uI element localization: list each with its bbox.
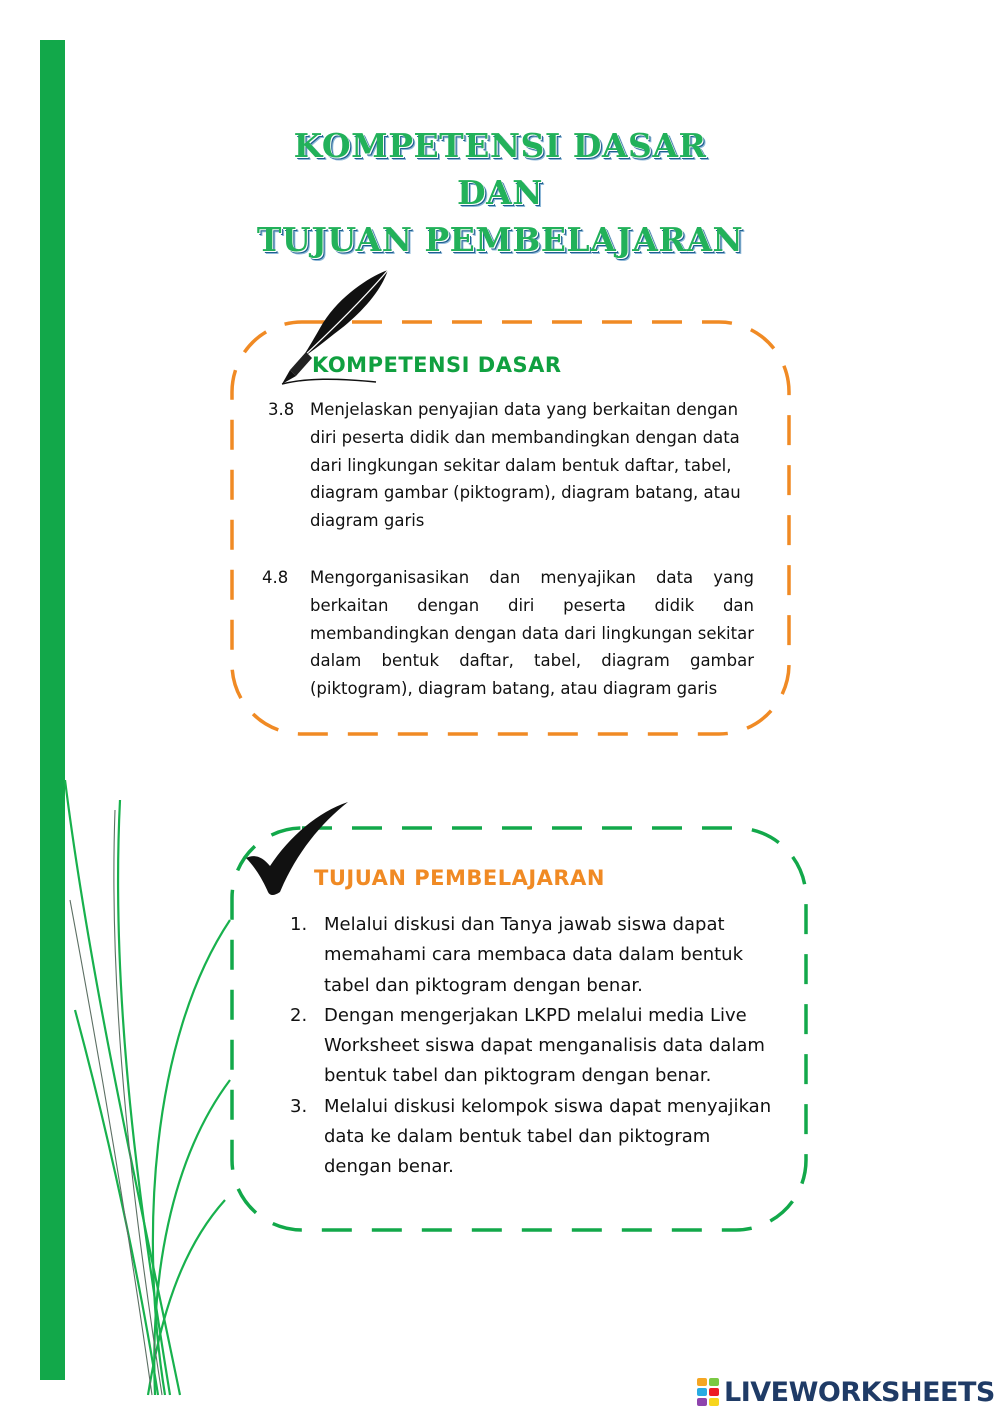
kd-text-4-8: Mengorganisasikan dan menyajikan data yang berkaitan dengan diri peserta didik dan membandingkan dengan data dari lingkungan sekitar dalam bentuk daftar, tabel, diagram gambar (piktogram), diagram batang, atau diagram garis xyxy=(310,568,754,699)
brand-name: LIVEWORKSHEETS xyxy=(724,1376,995,1408)
kd-number-4-8: 4.8 xyxy=(262,568,289,587)
list-item xyxy=(290,1001,775,1092)
title-line-3: TUJUAN PEMBELAJARAN xyxy=(256,220,744,259)
title-line-1: KOMPETENSI DASAR xyxy=(293,126,707,165)
list-item-number: 3. xyxy=(290,1095,308,1117)
tujuan-list xyxy=(290,910,775,1183)
list-item-text: Dengan mengerjakan LKPD melalui media Live Worksheet siswa dapat menganalisis data dalam bentuk tabel dan piktogram dengan benar. xyxy=(324,1004,765,1087)
list-item xyxy=(290,910,775,1001)
list-item-number: 2. xyxy=(290,1004,308,1026)
liveworksheets-logo-icon xyxy=(697,1378,721,1406)
grass-decoration xyxy=(30,780,260,1400)
list-item-number: 1. xyxy=(290,914,308,935)
liveworksheets-brand[interactable] xyxy=(697,1376,995,1408)
list-item-text: Melalui diskusi kelompok siswa dapat menyajikan data ke dalam bentuk tabel dan piktogram dengan benar. xyxy=(324,1095,772,1178)
list-item xyxy=(290,1092,775,1183)
list-item-text: Melalui diskusi dan Tanya jawab siswa dapat memahami cara membaca data dalam bentuk tabel dan piktogram dengan benar. xyxy=(324,914,744,996)
kd-number-3-8: 3.8 xyxy=(268,400,295,419)
tujuan-heading: TUJUAN PEMBELAJARAN xyxy=(314,866,605,890)
kompetensi-heading: KOMPETENSI DASAR xyxy=(312,353,562,377)
title-line-2: DAN xyxy=(457,173,543,212)
page-title xyxy=(200,122,800,263)
kd-text-3-8: Menjelaskan penyajian data yang berkaitan dengan diri peserta didik dan membandingkan dengan data dari lingkungan sekitar dalam bentuk daftar, tabel, diagram gambar (piktogram), diagram batang, atau diagram garis xyxy=(310,400,741,531)
